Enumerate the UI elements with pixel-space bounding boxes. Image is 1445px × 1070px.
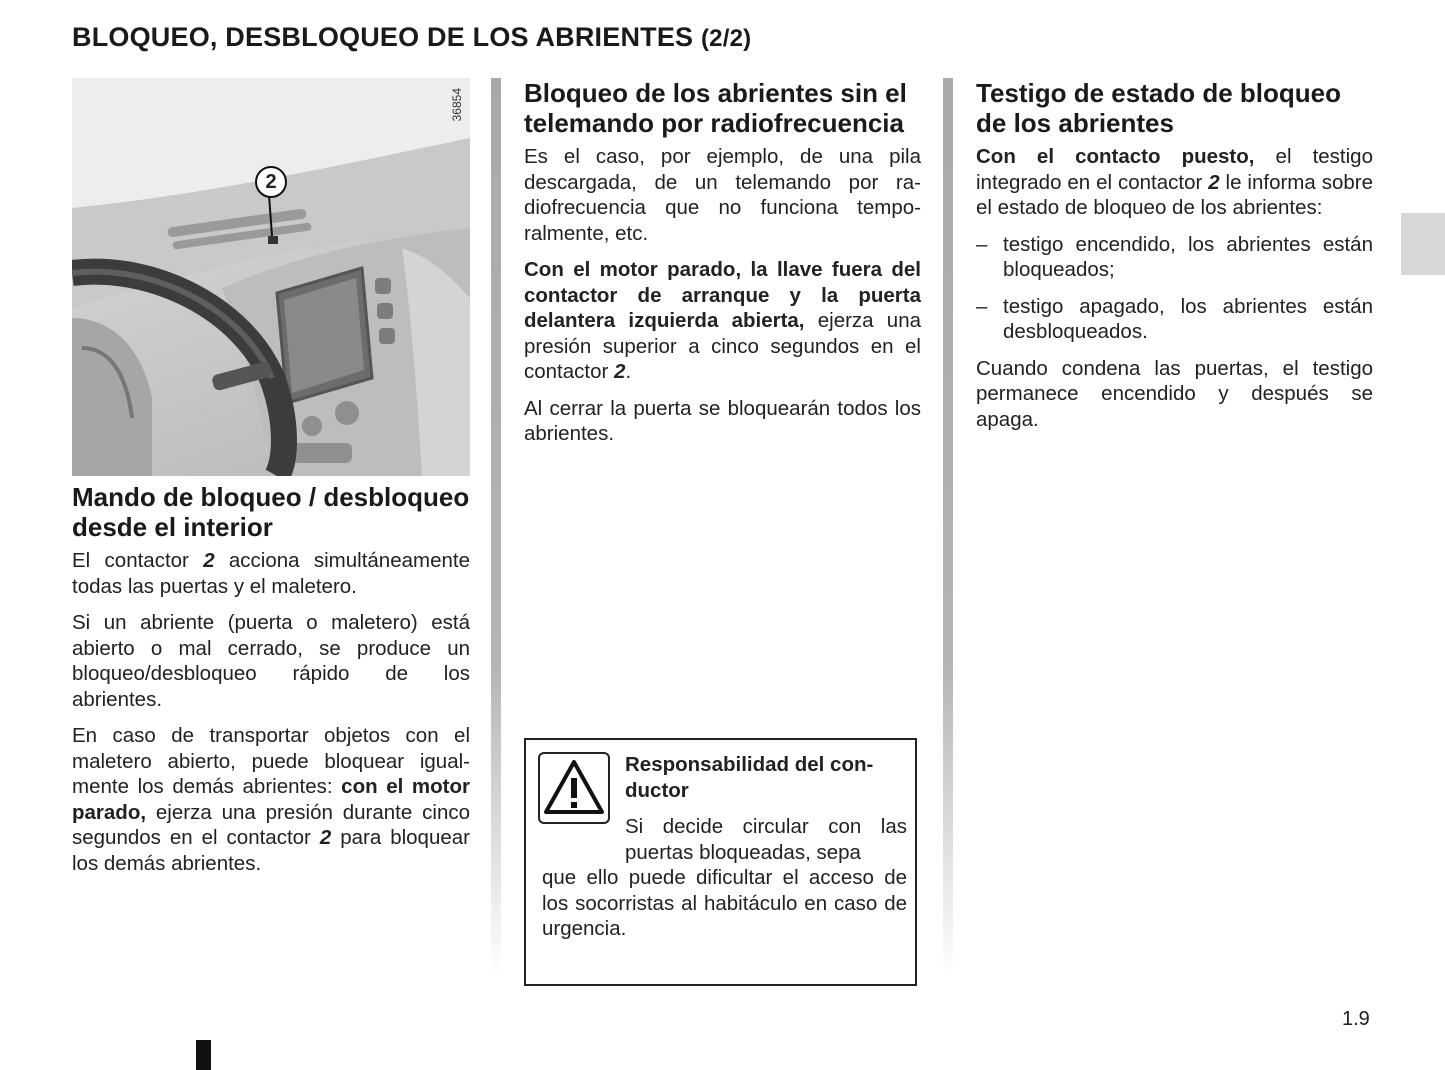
warning-text: Si decide circular con las puertas bloqueadas, sepa [625, 815, 907, 864]
dashboard-illustration [72, 78, 470, 476]
column-right [976, 78, 1373, 443]
section-heading: Bloqueo de los abrientes sin el telemando por radiofrecuencia [524, 78, 907, 138]
page-title: BLOQUEO, DESBLOQUEO DE LOS ABRIENTES (2/2) [72, 22, 752, 52]
paragraph: Cuando condena las puertas, el testigo permanece encendido y después se apaga. [976, 356, 1373, 431]
column-middle [524, 78, 921, 458]
paragraph: Con el contacto puesto, el testigo integrado en el contactor 2 le informa sobre el estado de bloqueo de los abrientes: [976, 145, 1373, 219]
paragraph: Al cerrar la puerta se bloquearán todos los abrientes. [524, 396, 921, 445]
section-heading: Testigo de estado de bloqueo de los abrientes [976, 78, 1341, 138]
warning-box [524, 738, 917, 986]
paragraph: En caso de transportar objetos con el maletero abierto, puede bloquear igualmente los demás abrientes: con el motor parado, ejerza una presión durante cinco segundos en el contactor 2 para bloquear los demás abrientes. [72, 724, 470, 875]
page-title-suffix: (2/2) [700, 25, 752, 52]
warning-text: que ello puede dificultar el acceso de los socorristas al habitáculo en caso de urgencia. [542, 866, 907, 940]
paragraph: Si un abriente (puerta o maletero) está abierto o mal cerrado, se produce un bloqueo/desbloqueo rápido de los abrientes. [72, 611, 470, 711]
warning-icon [538, 752, 610, 824]
dashboard-drawing [72, 78, 470, 476]
paragraph: El contactor 2 acciona simultáneamente todas las puertas y el maletero. [72, 549, 470, 598]
callout-number: 2 [255, 166, 287, 198]
paragraph: Con el motor parado, la llave fuera del contactor de arranque y la puerta delantera izquierda abierta, ejerza una presión superior a cinco segundos en el contactor 2. [524, 258, 921, 383]
column-left [72, 78, 470, 887]
column-divider-bar [943, 78, 953, 978]
column-divider-bar [491, 78, 501, 978]
crop-mark [196, 1040, 211, 1070]
page-number: 1.9 [1342, 1008, 1370, 1030]
list-item: – testigo encendido, los abrientes están bloqueados; [976, 232, 1373, 281]
chapter-tab [1401, 213, 1445, 275]
section-heading: Mando de bloqueo / desbloqueo desde el interior [72, 482, 470, 542]
figure-code: 36854 [450, 88, 464, 122]
list-item: – testigo apagado, los abrientes están desbloqueados. [976, 294, 1373, 343]
warning-title: Responsabilidad del conductor [625, 753, 874, 802]
paragraph: Es el caso, por ejemplo, de una pila descargada, de un telemando por radiofrecuencia que no funciona temporalmente, etc. [524, 145, 921, 245]
